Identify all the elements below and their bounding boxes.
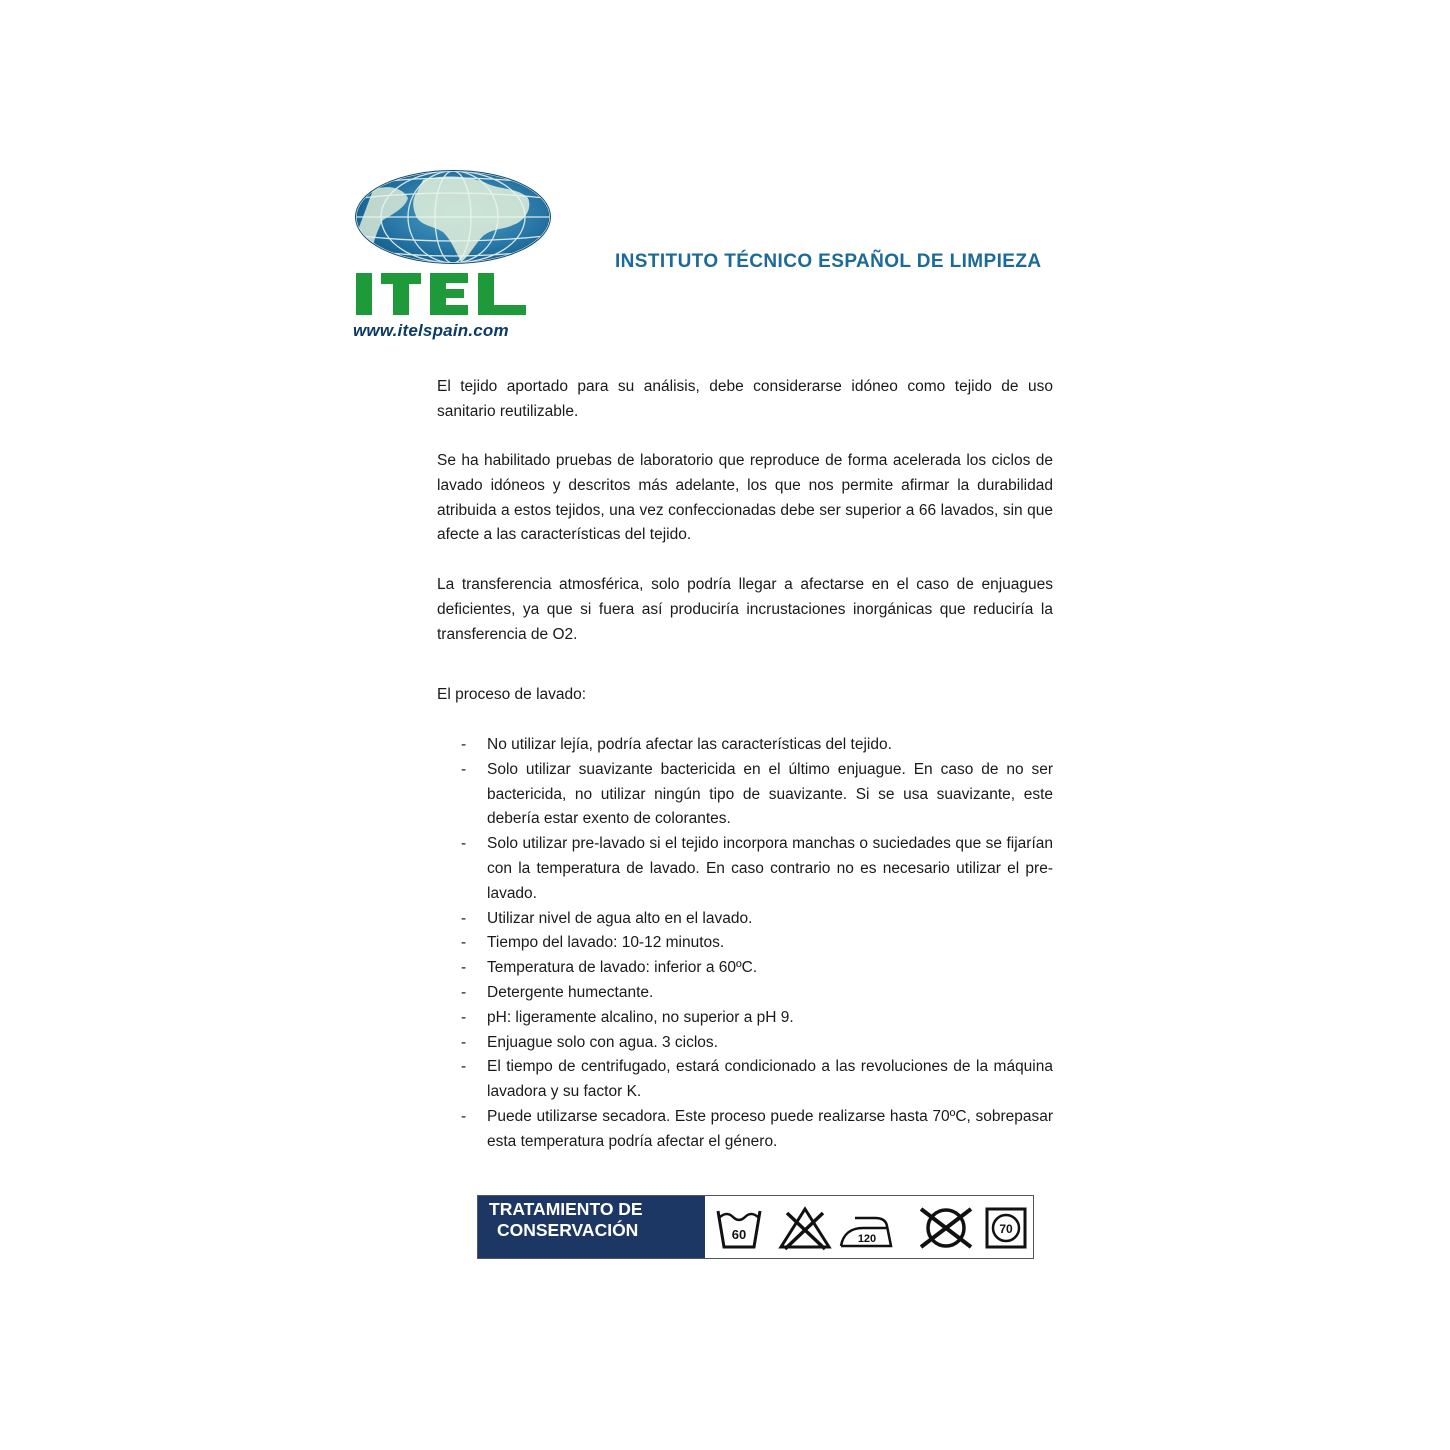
care-symbols [705,1196,1033,1258]
institute-name: INSTITUTO TÉCNICO ESPAÑOL DE LIMPIEZA [615,251,1042,272]
bullet-dash: - [461,1107,467,1125]
paragraph-laboratory-tests: Se ha habilitado pruebas de laboratorio que reproduce de forma acelerada los ciclos de lavado idóneos y descritos más adelante, los que nos permite afirmar la durabilidad atribuida a estos tejidos, una vez confeccionadas debe ser superior a 66 lavados, sin que afecte a las características del tejido. [437,452,1053,544]
paragraph-atmospheric-transfer: La transferencia atmosférica, solo podría llegar a afectarse en el caso de enjuagues deficientes, ya que si fuera así produciría incrustaciones inorgánicas que reduciría la transferencia de O2. [437,576,1053,643]
globe-icon [353,170,553,320]
list-item: - Enjuague solo con agua. 3 ciclos. [461,1031,1053,1056]
care-treatment-box [477,1195,1034,1259]
logo-url[interactable]: www.itelspain.com [353,321,509,340]
bullet-dash: - [461,736,467,753]
list-item: - Temperatura de lavado: inferior a 60ºC. [461,956,1053,981]
list-item: - Tiempo del lavado: 10-12 minutos. [461,931,1053,956]
list-item: - Solo utilizar suavizante bactericida en el último enjuague. En caso de no ser bactericida, no utilizar ningún tipo de suavizante. Si se usa suavizante, este debería estar exento de colorantes. [461,758,1053,832]
wash-temp-label: 60 [731,1227,747,1242]
bullet-dash: - [461,983,467,1001]
bullet-dash: - [461,934,467,952]
bullet-dash: - [461,1058,467,1076]
care-label-line-2: CONSERVACIÓN [497,1220,639,1240]
bullet-dash: - [461,760,467,778]
iron-120-icon [837,1210,895,1250]
list-item: - pH: ligeramente alcalino, no superior a pH 9. [461,1006,1053,1031]
list-item: - El tiempo de centrifugado, estará condicionado a las revoluciones de la máquina lavadora y su factor K. [461,1055,1053,1105]
bullet-dash: - [461,1008,467,1026]
list-item: - Solo utilizar pre-lavado si el tejido incorpora manchas o suciedades que se fijarían con la temperatura de lavado. En caso contrario no es necesario utilizar el pre-lavado. [461,832,1053,906]
no-dry-clean-icon [917,1205,975,1251]
bullet-dash: - [461,1033,467,1051]
list-item: - Utilizar nivel de agua alto en el lavado. [461,907,1053,932]
itel-logo [353,170,553,345]
tumble-dry-70-icon [984,1206,1028,1250]
list-item: - Puede utilizarse secadora. Este proceso puede realizarse hasta 70ºC, sobrepasar esta temperatura podría afectar el género. [461,1105,1053,1155]
bullet-dash: - [461,909,467,927]
dry-temp-label: 70 [999,1222,1013,1236]
care-label [478,1196,705,1258]
no-bleach-icon [777,1205,833,1251]
bullet-dash: - [461,959,467,977]
process-title: El proceso de lavado: [437,686,587,703]
wash-60-icon [715,1205,763,1251]
list-item: - No utilizar lejía, podría afectar las características del tejido. [461,733,1053,758]
care-label-line-1: TRATAMIENTO DE [489,1199,643,1219]
washing-steps-list [461,733,1053,1155]
iron-temp-label: 120 [857,1233,877,1245]
list-item: - Detergente humectante. [461,981,1053,1006]
paragraph-suitability: El tejido aportado para su análisis, debe considerarse idóneo como tejido de uso sanitario reutilizable. [437,378,1053,420]
bullet-dash: - [461,835,467,853]
